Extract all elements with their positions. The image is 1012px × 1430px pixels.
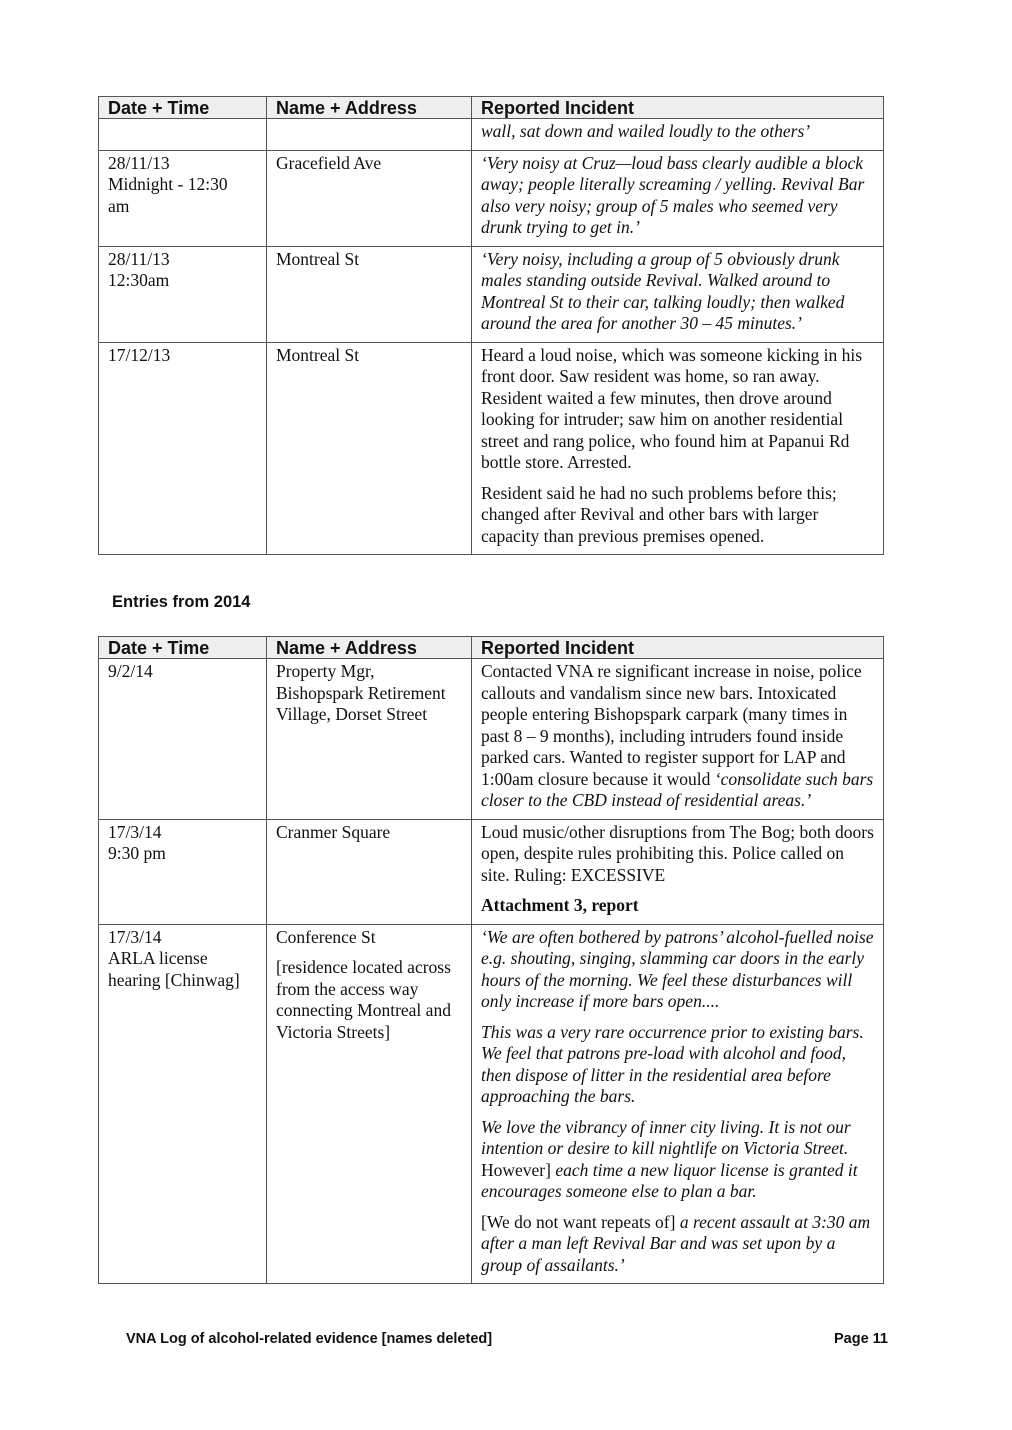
incident-table-2013 (98, 96, 884, 555)
name-cell (267, 119, 472, 151)
header-reported-incident: Reported Incident (472, 97, 884, 119)
incident-paragraph: ‘Very noisy, including a group of 5 obviously drunk males standing outside Revival. Walked around to Montreal St to their car, talking loudly; then walked around the area for another 30 – 45 minutes.’ (481, 248, 845, 333)
header-name-address: Name + Address (267, 97, 472, 119)
incident-cell (472, 119, 884, 151)
date-cell: 9/2/14 (99, 659, 267, 820)
incident-paragraph: ‘Very noisy at Cruz—loud bass clearly audible a block away; people literally screaming / yelling. Revival Bar also very noisy; group of 5 males who seemed very drunk trying to get in.’ (481, 152, 865, 237)
name-cell: Montreal St (267, 246, 472, 342)
incident-paragraph: ‘We are often bothered by patrons’ alcohol-fuelled noise e.g. shouting, singing, slamming car doors in the early hours of the morning. We feel these disturbances will only increase if more bars open.... (481, 926, 874, 1011)
incident-cell (472, 924, 884, 1284)
footer-document-title: VNA Log of alcohol-related evidence [names deleted] (126, 1331, 493, 1347)
incident-cell (472, 150, 884, 246)
incident-table-2014 (98, 636, 884, 1284)
incident-cell (472, 246, 884, 342)
date-cell: 17/3/14 9:30 pm (99, 819, 267, 924)
incident-paragraph: Contacted VNA re significant increase in noise, police callouts and vandalism since new bars. Intoxicated people entering Bishopspark carpark (many times in past 8 – 9 months), including intruders found inside parked cars. Wanted to register support for LAP and 1:00am closure because it would ‘consolidate such bars closer to the CBD instead of residential areas.’ (481, 661, 874, 810)
date-cell: 28/11/13 Midnight - 12:30 am (99, 150, 267, 246)
date-cell: 17/3/14 ARLA license hearing [Chinwag] (99, 924, 267, 1284)
header-date-time: Date + Time (99, 97, 267, 119)
incident-paragraph: Resident said he had no such problems before this; changed after Revival and other bars with larger capacity than previous premises opened. (481, 482, 837, 546)
table-header-row (99, 637, 884, 659)
incident-paragraph: wall, sat down and wailed loudly to the others’ (481, 121, 811, 141)
table-row (99, 819, 884, 924)
section-title-2014: Entries from 2014 (112, 593, 251, 611)
table-row (99, 246, 884, 342)
name-line: Conference St (276, 926, 376, 947)
attachment-reference: Attachment 3, report (481, 895, 639, 915)
incident-cell (472, 659, 884, 820)
name-cell: Cranmer Square (267, 819, 472, 924)
table-row (99, 342, 884, 555)
incident-paragraph: We love the vibrancy of inner city living. It is not our intention or desire to kill nightlife on Victoria Street. However] each time a new liquor license is granted it encourages someone else to plan a bar. (481, 1116, 858, 1201)
date-cell (99, 119, 267, 151)
incident-paragraph: Heard a loud noise, which was someone kicking in his front door. Saw resident was home, so ran away. Resident waited a few minutes, then drove around looking for intruder; saw him on another residential street and rang police, who found him at Papanui Rd bottle store. Arrested. (481, 344, 863, 472)
name-note: [residence located across from the access way connecting Montreal and Victoria Streets] (276, 957, 451, 1042)
name-cell: Property Mgr, Bishopspark Retirement Village, Dorset Street (267, 659, 472, 820)
name-cell: Montreal St (267, 342, 472, 555)
table-row (99, 659, 884, 820)
table-row (99, 150, 884, 246)
header-date-time: Date + Time (99, 637, 267, 659)
table-row (99, 119, 884, 151)
header-reported-incident: Reported Incident (472, 637, 884, 659)
table-row (99, 924, 884, 1284)
footer-page-number: Page 11 (833, 1331, 888, 1347)
incident-cell (472, 342, 884, 555)
name-cell (267, 924, 472, 1284)
table-header-row (99, 97, 884, 119)
incident-paragraph: [We do not want repeats of] a recent assault at 3:30 am after a man left Revival Bar and was set upon by a group of assailants.’ (481, 1211, 871, 1275)
name-cell: Gracefield Ave (267, 150, 472, 246)
incident-cell (472, 819, 884, 924)
date-cell: 28/11/13 12:30am (99, 246, 267, 342)
header-name-address: Name + Address (267, 637, 472, 659)
date-cell: 17/12/13 (99, 342, 267, 555)
incident-paragraph: This was a very rare occurrence prior to existing bars. We feel that patrons pre-load with alcohol and food, then dispose of litter in the residential area before approaching the bars. (481, 1021, 864, 1106)
incident-paragraph: Loud music/other disruptions from The Bog; both doors open, despite rules prohibiting this. Police called on site. Ruling: EXCESSIVE (481, 821, 874, 885)
